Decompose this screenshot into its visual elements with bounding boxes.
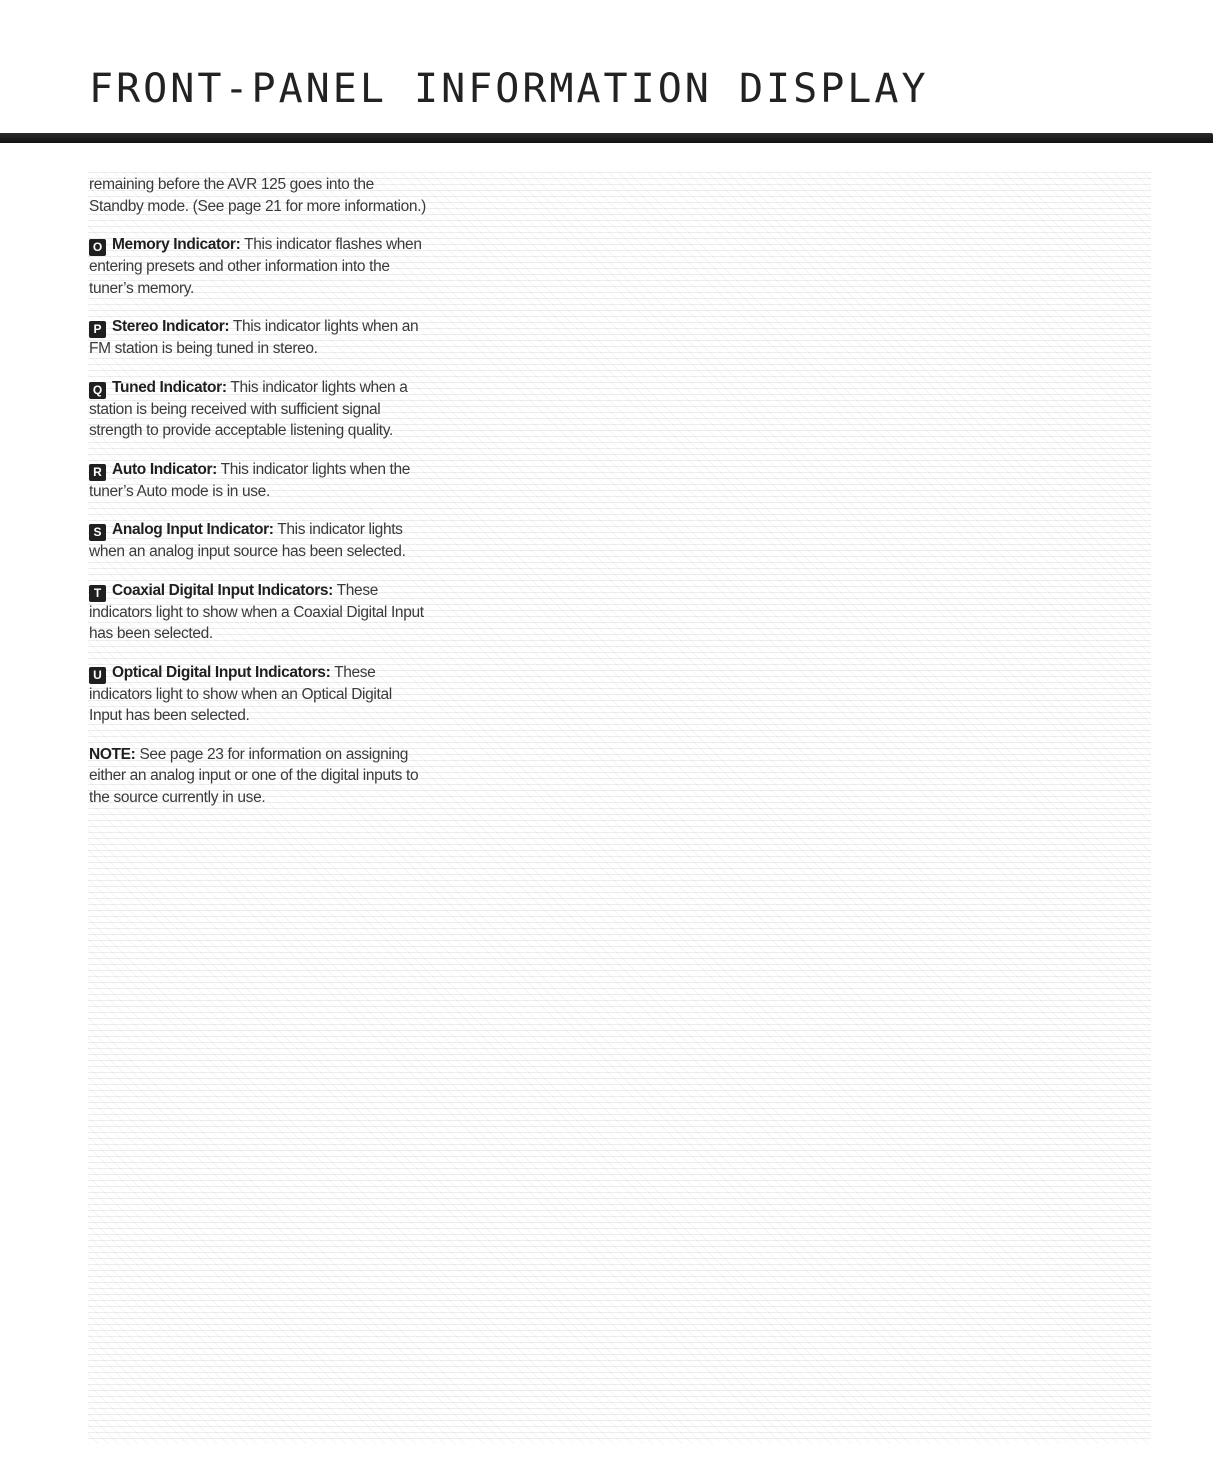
indicator-analog-input xyxy=(89,519,427,563)
indicator-letter-badge: P xyxy=(89,321,106,338)
intro-paragraph: remaining before the AVR 125 goes into the Standby mode. (See page 21 for more information.) xyxy=(89,176,426,215)
indicator-description: This indicator flashes when entering presets and other information into the tuner’s memory. xyxy=(89,236,422,297)
page-title: FRONT-PANEL INFORMATION DISPLAY xyxy=(89,66,929,112)
indicator-stereo xyxy=(89,316,427,360)
note-text: See page 23 for information on assigning either an analog input or one of the digital inputs to the source currently in use. xyxy=(89,745,419,806)
indicator-description: This indicator lights when an analog input source has been selected. xyxy=(89,521,406,560)
indicator-term: Stereo Indicator: xyxy=(112,318,230,335)
body-text xyxy=(89,174,427,825)
note-paragraph xyxy=(89,744,427,809)
indicator-letter-badge: S xyxy=(89,524,106,541)
indicator-term: Auto Indicator: xyxy=(112,460,217,478)
indicator-description: This indicator lights when a station is being received with sufficient signal strength to provide acceptable listening quality. xyxy=(89,378,408,439)
indicator-tuned xyxy=(89,377,427,442)
indicator-letter-badge: U xyxy=(89,667,106,684)
indicator-coaxial-digital-input xyxy=(89,580,427,645)
indicator-description: These indicators light to show when an Optical Digital Input has been selected. xyxy=(89,663,392,724)
indicator-description: This indicator lights when an FM station is being tuned in stereo. xyxy=(89,318,419,357)
indicator-term: Optical Digital Input Indicators: xyxy=(112,663,331,681)
indicator-description: This indicator lights when the tuner’s Auto mode is in use. xyxy=(89,460,411,500)
indicator-letter-badge: T xyxy=(89,585,106,602)
indicator-optical-digital-input xyxy=(89,662,427,727)
indicator-description: These indicators light to show when a Coaxial Digital Input has been selected. xyxy=(89,581,424,642)
indicator-letter-badge: R xyxy=(89,464,106,481)
indicator-term: Memory Indicator: xyxy=(112,236,241,253)
indicator-letter-badge: Q xyxy=(89,382,106,399)
indicator-term: Tuned Indicator: xyxy=(112,378,227,396)
title-rule xyxy=(0,133,1213,143)
indicator-auto xyxy=(89,459,427,503)
indicator-memory xyxy=(89,234,427,299)
note-label: NOTE: xyxy=(89,745,136,763)
indicator-term: Coaxial Digital Input Indicators: xyxy=(112,581,333,599)
indicator-term: Analog Input Indicator: xyxy=(112,521,274,538)
indicator-letter-badge: O xyxy=(89,239,106,256)
